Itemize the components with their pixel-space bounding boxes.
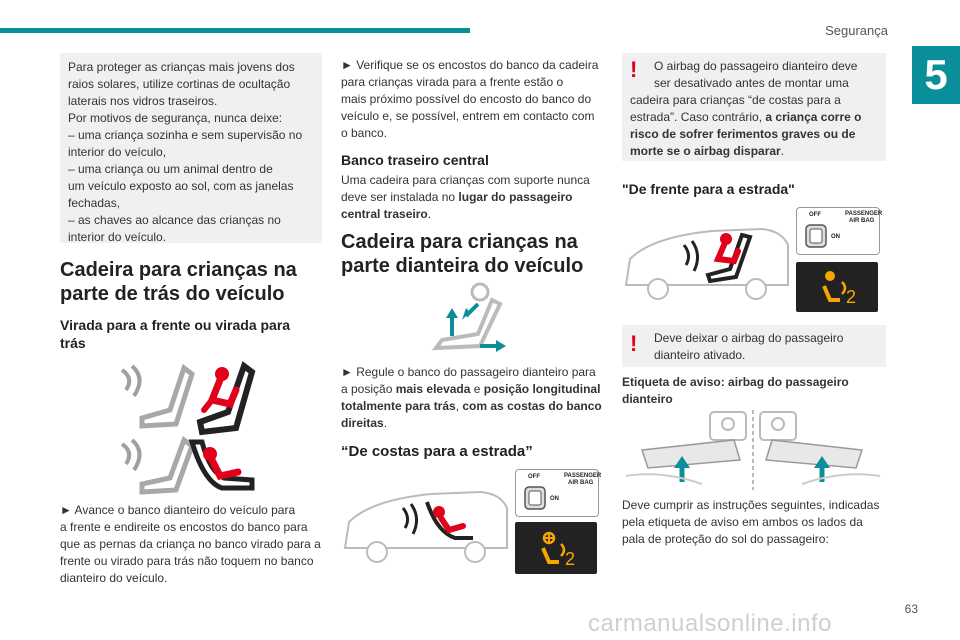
heading-line: Virada para a frente ou virada para (60, 317, 291, 333)
label-on: ON (831, 234, 840, 240)
rear-center-seat-text (341, 172, 609, 223)
label-airbag: AIR BAG (849, 218, 875, 224)
note-line: – uma criança sozinha e sem supervisão no (68, 128, 303, 142)
rear-child-seat-illustration (112, 432, 257, 498)
child-safety-note-text (60, 53, 322, 252)
watermark: carmanualsonline.info (588, 610, 832, 637)
airbag-on-icon (814, 268, 862, 308)
text-run: , (455, 399, 463, 413)
para-line: frente ou virado para trás não toquem no banco (60, 554, 314, 568)
advance-front-seat-text (60, 502, 328, 587)
para-line: Etiqueta de aviso: airbag do passageiro (622, 375, 849, 389)
para-line: dianteiro (622, 392, 673, 406)
sun-visor-label-illustration (622, 410, 884, 490)
note-line: interior do veículo, (68, 145, 167, 159)
text-run: . (780, 144, 785, 158)
warning-exclamation-icon: ! (630, 57, 638, 82)
sun-visor-instructions-text (622, 497, 892, 548)
adjust-front-seat-text (341, 364, 611, 432)
para-line: pela etiqueta de aviso em ambos os lados da (622, 515, 863, 529)
seat-adjust-illustration (418, 282, 510, 356)
text-run-bold: central traseiro (341, 207, 428, 221)
rear-facing-heading: “De costas para a estrada” (341, 443, 533, 460)
keep-airbag-active-box (622, 325, 886, 367)
note-line: fechadas, (68, 196, 121, 210)
para-line: a frente e endireite os encostos do banco para (60, 520, 308, 534)
text-run-bold: lugar do passageiro (458, 190, 573, 204)
airbag-switch-icon (805, 224, 827, 248)
text-run: . (383, 416, 388, 430)
para-line: para crianças virada para a frente estão o (341, 75, 564, 89)
front-seat-heading (341, 230, 611, 278)
label-airbag: AIR BAG (568, 480, 594, 486)
text-run-bold: a criança corre o (765, 110, 862, 124)
para-line (630, 109, 880, 126)
para-line: Deve cumprir as instruções seguintes, indicadas (622, 498, 880, 512)
note-line: interior do veículo. (68, 230, 167, 244)
para-line: que as pernas da criança no banco virado para a (60, 537, 321, 551)
para-line (341, 398, 611, 415)
header-accent-bar (0, 28, 470, 33)
para-line (341, 415, 611, 432)
note-line: raios solares, utilize cortinas de ocultação (68, 77, 291, 91)
car-forward-facing-illustration (622, 215, 792, 307)
para-line: o banco. (341, 126, 388, 140)
note-line: Para proteger as crianças mais jovens dos (68, 60, 295, 74)
passenger-airbag-on-panel (796, 207, 883, 255)
keep-airbag-active-text (654, 330, 882, 364)
para-line: veículo e, se possível, entrem em contacto com (341, 109, 595, 123)
label-passenger: PASSENGER (845, 211, 883, 217)
note-line: um veículo exposto ao sol, com as janelas (68, 179, 294, 193)
para-line: ► Avance o banco dianteiro do veículo para (60, 503, 296, 517)
passenger-airbag-off-panel (515, 469, 602, 517)
chapter-number-tab: 5 (912, 46, 960, 104)
text-run: e (470, 382, 484, 396)
text-run-bold: mais elevada (395, 382, 471, 396)
note-line: Por motivos de segurança, nunca deixe: (68, 111, 283, 125)
para-line: ► Verifique se os encostos do banco da cadeira (341, 58, 599, 72)
para-line (630, 143, 880, 160)
forward-facing-heading: "De frente para a estrada" (622, 181, 795, 197)
para-line: dianteiro ativado. (654, 348, 746, 362)
label-off: OFF (809, 212, 821, 218)
text-run: deve ser instalada no (341, 190, 459, 204)
deactivate-airbag-warning-text (630, 58, 880, 160)
airbag-switch-icon (524, 486, 546, 510)
heading-line: Cadeira para crianças na (341, 231, 578, 253)
page-number: 63 (904, 602, 918, 616)
heading-line: parte dianteira do veículo (341, 255, 584, 277)
para-line: cadeira para crianças “de costas para a (630, 93, 841, 107)
airbag-on-warning-lamp (796, 262, 878, 312)
para-line (341, 189, 609, 206)
note-line: – as chaves ao alcance das crianças no (68, 213, 281, 227)
rear-seat-heading (60, 258, 322, 306)
note-line: – uma criança ou um animal dentro de (68, 162, 273, 176)
para-line (341, 381, 611, 398)
check-backrest-text (341, 57, 609, 142)
forward-child-seat-illustration (112, 360, 257, 436)
label-passenger: PASSENGER (564, 473, 602, 479)
para-line: mais próximo possível do encosto do banco do (341, 92, 592, 106)
rear-center-seat-heading: Banco traseiro central (341, 152, 489, 168)
text-run-bold: com as costas do banco (462, 399, 602, 413)
para-line: ► Regule o banco do passageiro dianteiro para (341, 365, 596, 379)
text-run: estrada”. Caso contrário, (630, 110, 766, 124)
para-line: O airbag do passageiro dianteiro deve (654, 59, 858, 73)
text-run-bold: totalmente para trás (341, 399, 456, 413)
para-line: Deve deixar o airbag do passageiro (654, 331, 844, 345)
child-safety-note-box (60, 53, 322, 243)
heading-line: trás (60, 335, 86, 351)
text-run-bold: risco de sofrer ferimentos graves ou de (630, 127, 856, 141)
section-title: Segurança (825, 23, 888, 38)
label-on: ON (550, 496, 559, 502)
warning-label-title (622, 374, 886, 408)
para-line (341, 206, 609, 223)
note-line: laterais nos vidros traseiros. (68, 94, 218, 108)
svg-text:2: 2 (846, 287, 857, 307)
deactivate-airbag-warning-box (622, 53, 886, 161)
para-line (630, 126, 880, 143)
warning-exclamation-icon: ! (630, 331, 638, 356)
airbag-off-icon (533, 528, 581, 568)
text-run: a posição (341, 382, 396, 396)
heading-line: Cadeira para crianças na (60, 259, 297, 281)
para-line: Uma cadeira para crianças com suporte nunca (341, 173, 590, 187)
para-line: ser desativado antes de montar uma (654, 76, 849, 90)
airbag-off-warning-lamp (515, 522, 597, 574)
para-line: pala de proteção do sol do passageiro: (622, 532, 829, 546)
label-off: OFF (528, 474, 540, 480)
text-run-bold: morte se o airbag disparar (630, 144, 781, 158)
forward-rear-heading (60, 316, 322, 352)
para-line: dianteiro do veículo. (60, 571, 168, 585)
text-run-bold: posição longitudinal (483, 382, 601, 396)
text-run-bold: direitas (341, 416, 384, 430)
svg-text:2: 2 (565, 549, 576, 568)
text-run: . (427, 207, 432, 221)
heading-line: parte de trás do veículo (60, 283, 285, 305)
car-rear-facing-illustration (341, 478, 511, 570)
